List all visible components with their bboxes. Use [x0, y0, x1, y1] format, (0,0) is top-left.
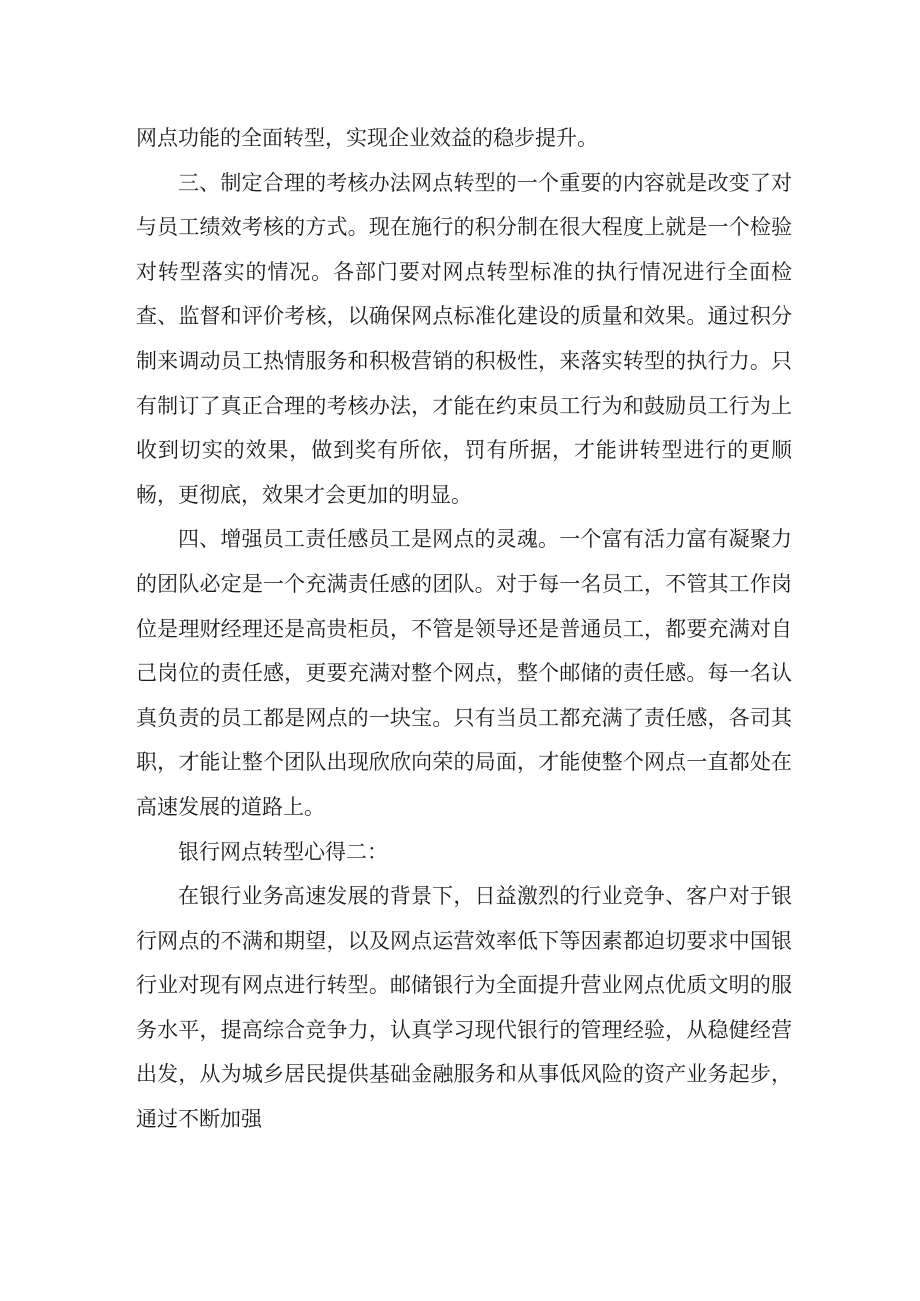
paragraph-section-four: 四、增强员工责任感员工是网点的灵魂。一个富有活力富有凝聚力的团队必定是一个充满责任感的团队。对于每一名员工，不管其工作岗位是理财经理还是高贵柜员，不管是领导还是普通员工，都要充满对自己岗位的责任感，更要充满对整个网点，整个邮储的责任感。每一名认真负责的员工都是网点的一块宝。只有当员工都充满了责任感，各司其职，才能让整个团队出现欣欣向荣的局面，才能使整个网点一直都处在高速发展的道路上。: [136, 527, 792, 819]
paragraph-continuation: 网点功能的全面转型，实现企业效益的稳步提升。: [136, 126, 598, 150]
paragraph-experience-two-intro: 在银行业务高速发展的背景下，日益激烈的行业竞争、客户对于银行网点的不满和期望，以及网点运营效率低下等因素都迫切要求中国银行业对现有网点进行转型。邮储银行为全面提升营业网点优质文明的服务水平，提高综合竞争力，认真学习现代银行的管理经验，从稳健经营出发，从为城乡居民提供基础金融服务和从事低风险的资产业务起步，通过不断加强: [136, 884, 792, 1132]
document-body: [136, 116, 792, 1142]
subheading-experience-two: 银行网点转型心得二：: [178, 839, 388, 864]
paragraph-section-three: 三、制定合理的考核办法网点转型的一个重要的内容就是改变了对与员工绩效考核的方式。现在施行的积分制在很大程度上就是一个检验对转型落实的情况。各部门要对网点转型标准的执行情况进行全面检查、监督和评价考核，以确保网点标准化建设的质量和效果。通过积分制来调动员工热情服务和积极营销的积极性，来落实转型的执行力。只有制订了真正合理的考核办法，才能在约束员工行为和鼓励员工行为上收到切实的效果，做到奖有所依，罚有所据，才能讲转型进行的更顺畅，更彻底，效果才会更加的明显。: [136, 170, 792, 507]
